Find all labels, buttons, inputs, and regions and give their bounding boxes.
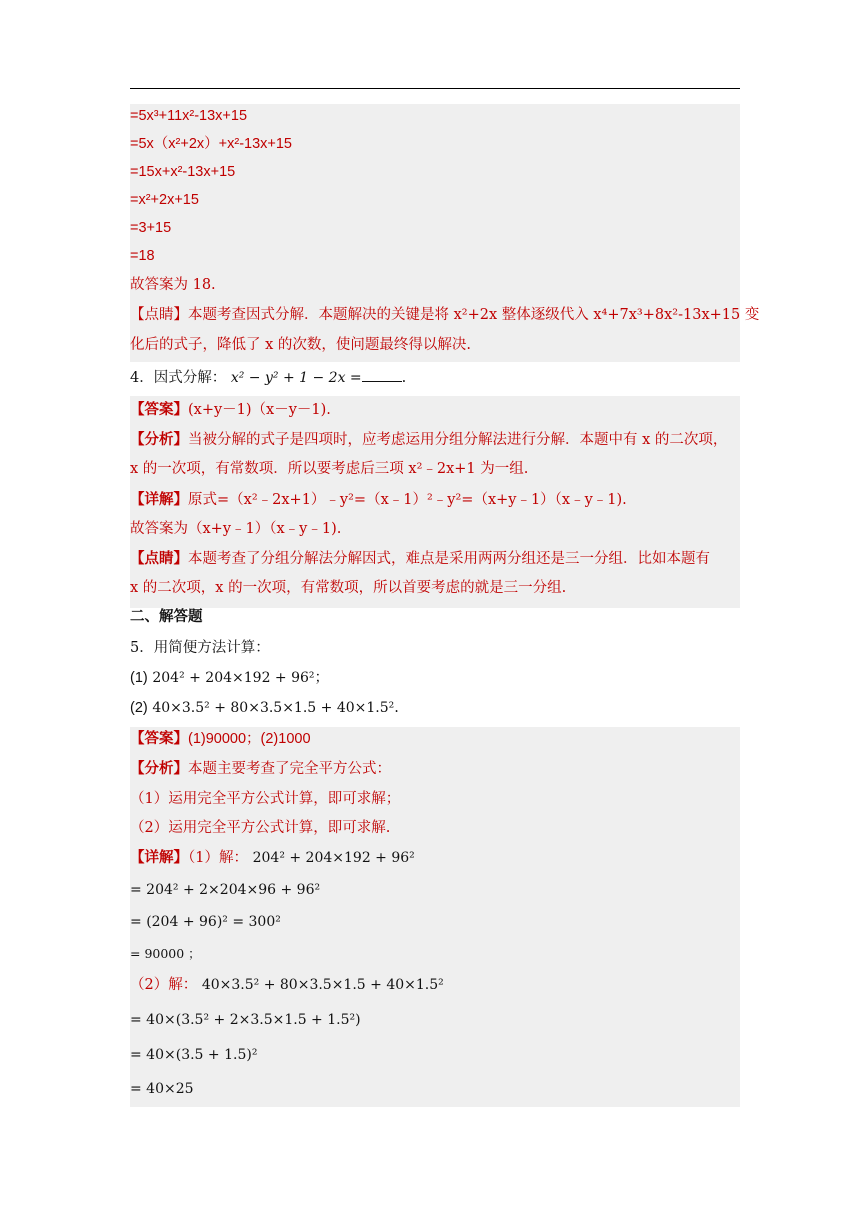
step-line: =x²+2x+15 xyxy=(130,192,199,208)
answer-blank xyxy=(362,367,402,382)
analysis-tag: 【分析】 xyxy=(130,760,188,777)
answer-text: (1)90000；(2)1000 xyxy=(188,731,311,747)
question-number: 4． xyxy=(130,370,154,386)
question-text: 因式分解： xyxy=(153,370,227,386)
detail-line xyxy=(130,848,740,868)
question4-stem xyxy=(130,367,740,388)
part-end: ； xyxy=(314,670,330,686)
part-label: (2) xyxy=(130,700,148,716)
answer-tag: 【答案】 xyxy=(130,730,188,747)
detail-tag: 【详解】 xyxy=(130,849,188,866)
calc-suffix: ² xyxy=(251,1047,258,1063)
conclusion-text: 故答案为 18. xyxy=(130,277,216,293)
step-line: =15x+x²-13x+15 xyxy=(130,164,236,180)
analysis-text: 当被分解的式子是四项时，应考虑运用分组分解法进行分解．本题中有 x 的二次项， xyxy=(188,432,728,448)
comment-line xyxy=(130,549,740,569)
calc-step xyxy=(130,912,740,932)
question5-stem: 5．用简便方法计算： xyxy=(130,640,270,656)
section-title: 二、解答题 xyxy=(130,608,203,625)
header-rule xyxy=(130,88,740,89)
calc-step xyxy=(130,1010,740,1030)
question5-part1 xyxy=(130,668,740,688)
comment-line xyxy=(130,305,760,325)
analysis-line xyxy=(130,430,740,450)
analysis-line-2: （1）运用完全平方公式计算，即可求解； xyxy=(130,791,401,807)
step-line: =5x（x²+2x）+x²-13x+15 xyxy=(130,136,292,152)
detail-intro: （1）解： xyxy=(188,850,248,866)
part-expression: 40×3.5² + 80×3.5×1.5 + 40×1.5² xyxy=(152,700,395,716)
detail-text: 原式=（x²﹣2x+1）﹣y²=（x﹣1）²﹣y²=（x+y﹣1）（x﹣y﹣1). xyxy=(188,492,627,508)
conclusion-text: 故答案为（x+y﹣1）（x﹣y﹣1). xyxy=(130,521,342,537)
step-line: =5x³+11x²-13x+15 xyxy=(130,108,248,124)
detail-expression: 40×3.5² + 80×3.5×1.5 + 40×1.5² xyxy=(201,977,444,993)
comment-tag: 【点睛】 xyxy=(130,307,188,323)
question5-part2 xyxy=(130,698,740,718)
question-expression: x² − y² + 1 − 2x = xyxy=(230,370,362,386)
calc-paren: (3.5² + 2×3.5×1.5 + 1.5²) xyxy=(175,1012,361,1028)
step-line: =3+15 xyxy=(130,220,172,236)
detail-intro: （2）解： xyxy=(130,977,198,993)
detail-line xyxy=(130,490,740,510)
part-expression: 204² + 204×192 + 96² xyxy=(152,670,315,686)
calc-prefix: = 40× xyxy=(130,1047,176,1063)
calc-step: = 40×25 xyxy=(130,1081,194,1097)
answer-text: (x+y－1)（x－y－1). xyxy=(188,402,331,418)
detail-expression: 204² + 204×192 + 96² xyxy=(252,850,415,866)
detail-tag: 【详解】 xyxy=(130,491,188,508)
step-line: =18 xyxy=(130,248,155,264)
part-label: (1) xyxy=(130,670,148,686)
answer-tag: 【答案】 xyxy=(130,401,188,418)
question-end: . xyxy=(401,370,407,386)
comment-line-2: 化后的式子，降低了 x 的次数，使问题最终得以解决. xyxy=(130,337,472,353)
detail-line-2 xyxy=(130,975,740,995)
calc-paren: (204 + 96) xyxy=(146,914,223,930)
answer-line xyxy=(130,400,740,420)
part-end: . xyxy=(394,700,399,716)
calc-suffix: ² = 300² xyxy=(222,914,281,930)
comment-tag: 【点睛】 xyxy=(130,550,188,567)
answer-line xyxy=(130,729,740,749)
calc-result: = 90000 ； xyxy=(130,946,201,961)
comment-text: 本题考查因式分解．本题解决的关键是将 x²+2x 整体逐级代入 x⁴+7x³+8x²-13x+15 变 xyxy=(188,307,760,323)
calc-paren: (3.5 + 1.5) xyxy=(175,1047,252,1063)
calc-prefix: = xyxy=(130,914,147,930)
calc-prefix: = 40× xyxy=(130,1012,176,1028)
analysis-line-2: x 的一次项，有常数项．所以要考虑后三项 x²﹣2x+1 为一组. xyxy=(130,461,529,477)
analysis-text: 本题主要考查了完全平方公式： xyxy=(188,761,391,777)
calc-step xyxy=(130,1045,740,1065)
comment-text: 本题考查了分组分解法分解因式，难点是采用两两分组还是三一分组．比如本题有 xyxy=(188,551,710,567)
analysis-tag: 【分析】 xyxy=(130,431,188,448)
analysis-line xyxy=(130,759,740,779)
comment-line-2: x 的二次项，x 的一次项，有常数项，所以首要考虑的就是三一分组. xyxy=(130,580,567,596)
analysis-line-3: （2）运用完全平方公式计算，即可求解. xyxy=(130,820,391,836)
calc-step: = 204² + 2×204×96 + 96² xyxy=(130,882,321,898)
